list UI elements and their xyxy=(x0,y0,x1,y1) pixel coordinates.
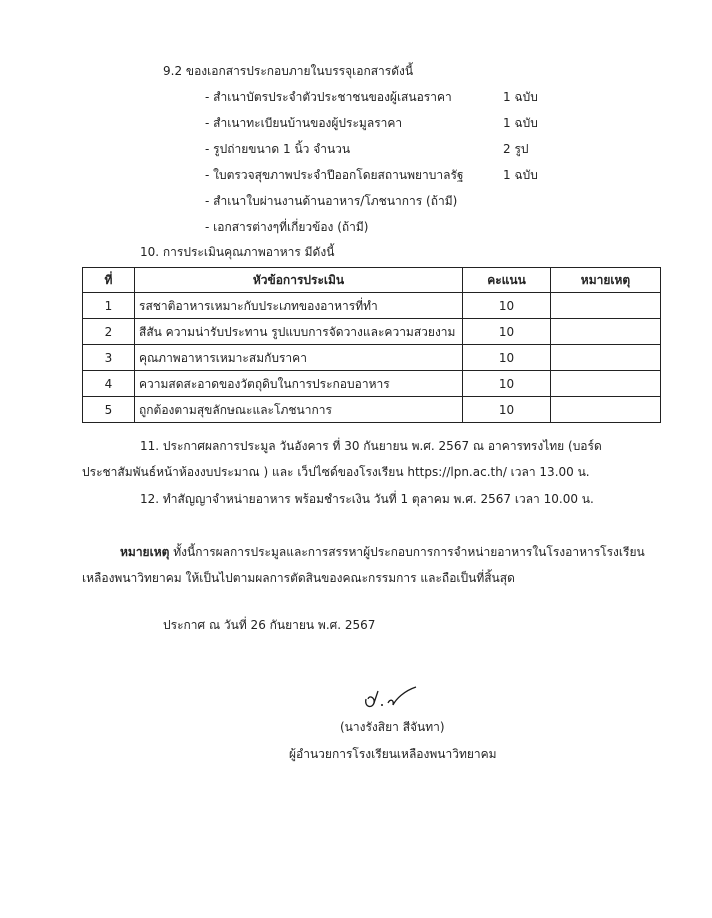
doc-item-label: - เอกสารต่างๆที่เกี่ยวข้อง (ถ้ามี) xyxy=(205,220,369,234)
header-score: คะแนน xyxy=(463,268,551,293)
header-criteria: หัวข้อการประเมิน xyxy=(135,268,463,293)
remark-line-2: เหลืองพนาวิทยาคม ให้เป็นไปตามผลการตัดสินของคณะกรรมการ และถือเป็นที่สิ้นสุด xyxy=(82,571,515,585)
cell-remark xyxy=(551,371,661,397)
doc-item-label: - ใบตรวจสุขภาพประจำปีออกโดยสถานพยาบาลรัฐ xyxy=(205,168,464,182)
cell-no: 4 xyxy=(83,371,135,397)
cell-no: 1 xyxy=(83,293,135,319)
announcement-date: ประกาศ ณ วันที่ 26 กันยายน พ.ศ. 2567 xyxy=(163,618,376,632)
cell-remark xyxy=(551,345,661,371)
cell-criteria: ความสดสะอาดของวัตถุดิบในการประกอบอาหาร xyxy=(135,371,463,397)
doc-item-label: - รูปถ่ายขนาด 1 นิ้ว จำนวน xyxy=(205,142,351,156)
cell-no: 2 xyxy=(83,319,135,345)
cell-score: 10 xyxy=(463,397,551,423)
signatory-title: ผู้อำนวยการโรงเรียนเหลืองพนาวิทยาคม xyxy=(289,747,497,761)
section-10-heading: 10. การประเมินคุณภาพอาหาร มีดังนี้ xyxy=(140,245,335,259)
evaluation-table xyxy=(82,267,661,423)
doc-item-label: - สำเนาทะเบียนบ้านของผู้ประมูลราคา xyxy=(205,116,403,130)
signature-stroke xyxy=(388,687,416,705)
doc-item-qty: 1 ฉบับ xyxy=(503,90,538,104)
doc-item-label: - สำเนาใบผ่านงานด้านอาหาร/โภชนาการ (ถ้ามี) xyxy=(205,194,458,208)
doc-item-label: - สำเนาบัตรประจำตัวประชาชนของผู้เสนอราคา xyxy=(205,90,452,104)
doc-item-qty: 1 ฉบับ xyxy=(503,168,538,182)
section-12-line: 12. ทำสัญญาจำหน่ายอาหาร พร้อมชำระเงิน วันที่ 1 ตุลาคม พ.ศ. 2567 เวลา 10.00 น. xyxy=(140,492,594,506)
remark-line-1 xyxy=(120,544,645,560)
doc-item-qty: 1 ฉบับ xyxy=(503,116,538,130)
header-no: ที่ xyxy=(83,268,135,293)
table-row xyxy=(83,319,661,345)
signature-stroke xyxy=(374,691,378,703)
section-11-line-2: ประชาสัมพันธ์หน้าห้องงบประมาณ ) และ เว็ปไซด์ของโรงเรียน https://lpn.ac.th/ เวลา 13.00 น. xyxy=(82,465,590,479)
cell-criteria: รสชาติอาหารเหมาะกับประเภทของอาหารที่ทำ xyxy=(135,293,463,319)
table-row xyxy=(83,293,661,319)
remark-label: หมายเหตุ xyxy=(120,545,170,559)
cell-no: 3 xyxy=(83,345,135,371)
cell-no: 5 xyxy=(83,397,135,423)
section-11-line-1: 11. ประกาศผลการประมูล วันอังคาร ที่ 30 กันยายน พ.ศ. 2567 ณ อาคารทรงไทย (บอร์ด xyxy=(140,439,602,453)
cell-criteria: คุณภาพอาหารเหมาะสมกับราคา xyxy=(135,345,463,371)
doc-item-qty: 2 รูป xyxy=(503,142,529,156)
cell-criteria: ถูกต้องตามสุขลักษณะและโภชนาการ xyxy=(135,397,463,423)
signature-stroke xyxy=(366,697,374,707)
cell-remark xyxy=(551,293,661,319)
table-row xyxy=(83,345,661,371)
remark-text: ทั้งนี้การผลการประมูลและการสรรหาผู้ประกอบการการจำหน่ายอาหารในโรงอาหารโรงเรียน xyxy=(169,545,645,559)
cell-score: 10 xyxy=(463,293,551,319)
section-9-2-heading: 9.2 ของเอกสารประกอบภายในบรรจุเอกสารดังนี้ xyxy=(163,64,414,78)
table-row xyxy=(83,371,661,397)
header-remark: หมายเหตุ xyxy=(551,268,661,293)
cell-score: 10 xyxy=(463,345,551,371)
cell-remark xyxy=(551,319,661,345)
table-row xyxy=(83,397,661,423)
table-header-row xyxy=(83,268,661,293)
signatory-name: (นางรังสิยา สีจันทา) xyxy=(340,720,445,734)
cell-criteria: สีสัน ความน่ารับประทาน รูปแบบการจัดวางและความสวยงาม xyxy=(135,319,463,345)
cell-score: 10 xyxy=(463,371,551,397)
signature-dot xyxy=(381,704,383,706)
cell-score: 10 xyxy=(463,319,551,345)
signature-image xyxy=(360,685,420,711)
cell-remark xyxy=(551,397,661,423)
